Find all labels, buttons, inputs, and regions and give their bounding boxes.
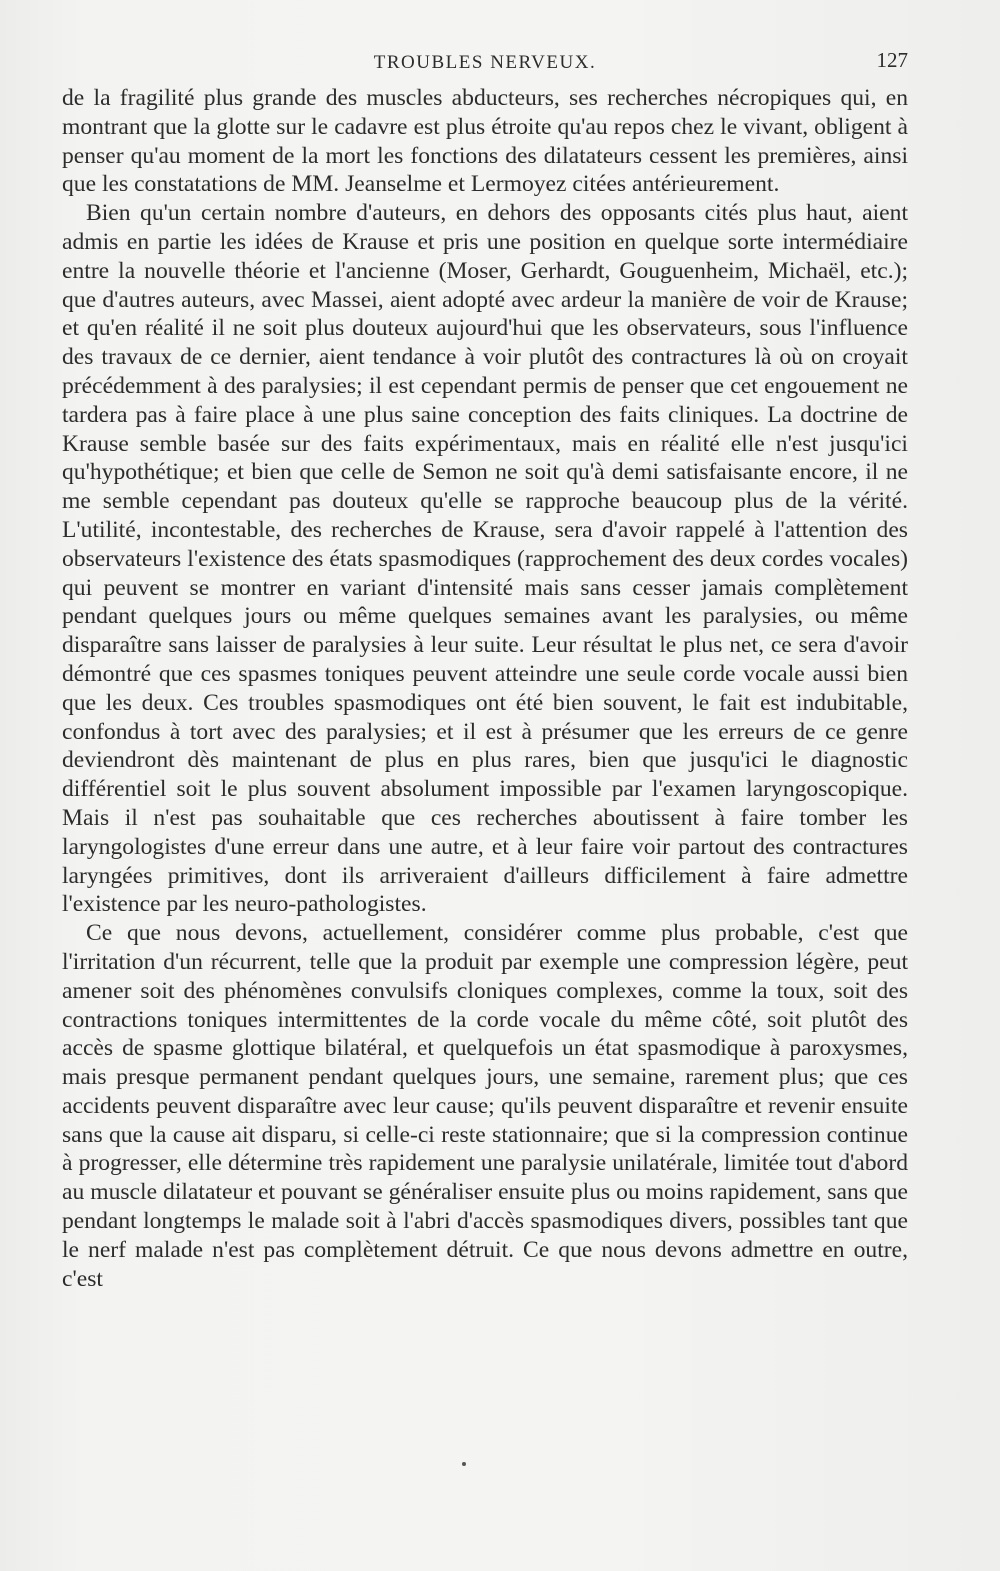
running-title: TROUBLES NERVEUX.	[373, 52, 597, 73]
paragraph-recurrent-irritation: Ce que nous devons, actuellement, considérer comme plus probable, c'est que l'irritation d'un récurrent, telle que la produit par exemple une compression légère, peut amener soit des phénomènes convulsifs cloniques complexes, comme la toux, soit des contractions toniques intermittentes de la corde vocale du même côté, soit plutôt des accès de spasme glottique bilatéral, et quelquefois un état spasmodique à paroxysmes, mais presque permanent pendant quelques jours, une semaine, rarement plus; que ces accidents peuvent disparaître avec leur cause; qu'ils peuvent disparaître et revenir ensuite sans que la cause ait disparu, si celle-ci reste stationnaire; que si la compression continue à progresser, elle détermine très rapidement une paralysie unilatérale, limitée tout d'abord au muscle dilatateur et pouvant se généraliser ensuite plus ou moins rapidement, sans que pendant longtemps le malade soit à l'abri d'accès spasmodiques divers, possibles tant que le nerf malade n'est pas complètement détruit. Ce que nous devons admettre en outre, c'est	[62, 920, 908, 1292]
paragraph-krause-doctrine: Bien qu'un certain nombre d'auteurs, en dehors des opposants cités plus haut, aient admis en partie les idées de Krause et pris une position en quelque sorte intermédiaire entre la nouvelle théorie et l'ancienne (Moser, Gerhardt, Gouguenheim, Michaël, etc.); que d'autres auteurs, avec Massei, aient adopté avec ardeur la manière de voir de Krause; et qu'en réalité il ne soit plus douteux aujourd'hui que les observateurs, sous l'influence des travaux de ce dernier, aient tendance à voir plutôt des contractures là où on croyait précédemment à des paralysies; il est cependant permis de penser que cet engouement ne tardera pas à faire place à une plus saine conception des faits cliniques. La doctrine de Krause semble basée sur des faits expérimentaux, mais en réalité elle n'est jusqu'ici qu'hypothétique; et bien que celle de Semon ne soit qu'à demi satisfaisante encore, il ne me semble cependant pas douteux qu'elle se rapproche beaucoup plus de la vérité. L'utilité, incontestable, des recherches de Krause, sera d'avoir rappelé à l'attention des observateurs l'existence des états spasmodiques (rapprochement des deux cordes vocales) qui peuvent se montrer en variant d'intensité mais sans cesser jamais complètement pendant quelques jours ou même quelques semaines avant les paralysies, ou même disparaître sans laisser de paralysies à leur suite. Leur résultat le plus net, ce sera d'avoir démontré que ces spasmes toniques peuvent atteindre une seule corde vocale aussi bien que les deux. Ces troubles spasmodiques ont été bien souvent, le fait est indubitable, confondus à tort avec des paralysies; et il est à présumer que les erreurs de ce genre deviendront dès maintenant de plus en plus rares, bien que jusqu'ici le diagnostic différentiel soit le plus souvent absolument impossible par l'examen laryngoscopique. Mais il n'est pas souhaitable que ces recherches aboutissent à faire tomber les laryngologistes d'une erreur dans une autre, et à leur faire voir partout des contractures laryngées primitives, dont ils arriveraient d'ailleurs difficilement à faire admettre l'existence par les neuro-pathologistes.	[62, 200, 908, 918]
page-number: 127	[876, 48, 908, 72]
body-text	[62, 84, 908, 1293]
running-head	[62, 48, 908, 78]
page-mark	[462, 1462, 466, 1466]
paragraph-continuation: de la fragilité plus grande des muscles abducteurs, ses recherches nécropiques qui, en montrant que la glotte sur le cadavre est plus étroite qu'au repos chez le vivant, obligent à penser qu'au moment de la mort les fonctions des dilatateurs cessent les premières, ainsi que les constatations de MM. Jeanselme et Lermoyez citées antérieurement.	[62, 85, 908, 198]
